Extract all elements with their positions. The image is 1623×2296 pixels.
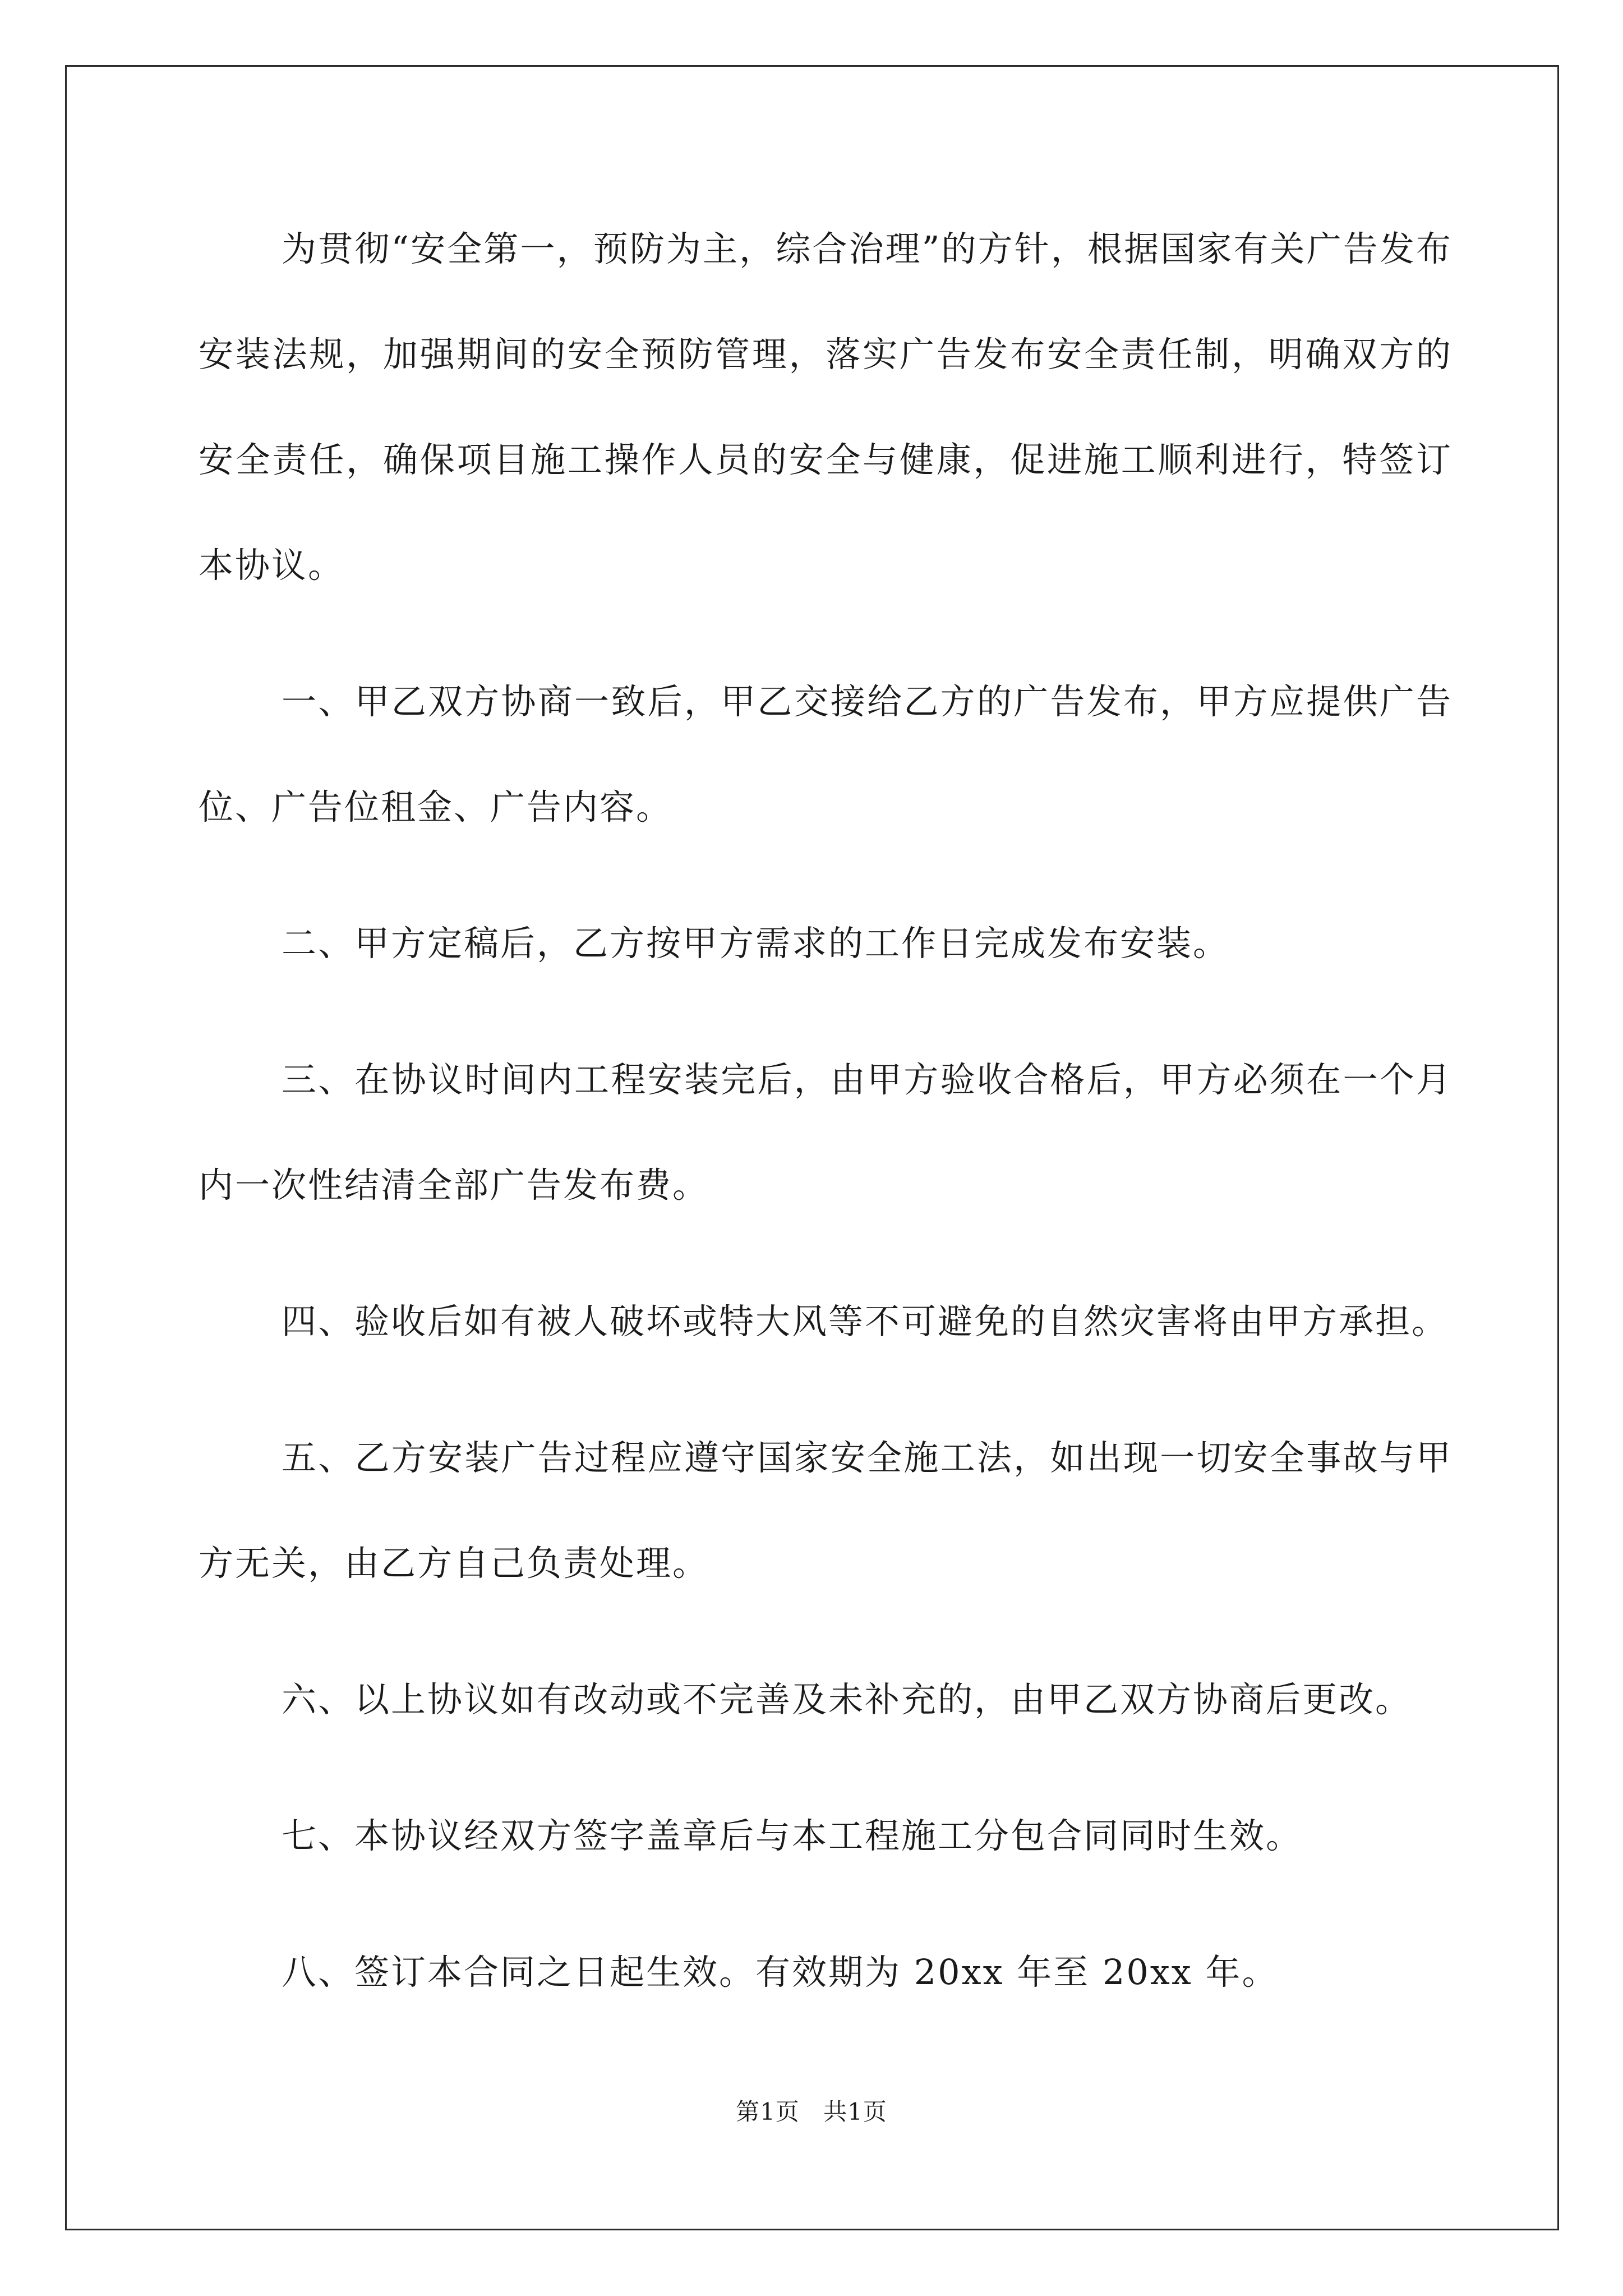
paragraph-clause-4: 四、验收后如有被人破坏或特大风等不可避免的自然灾害将由甲方承担。 <box>282 1301 1449 1342</box>
paragraph-preamble: 为贯彻“安全第一，预防为主，综合治理”的方针，根据国家有关广告发布安装法规，加强期间的安全预防管理，落实广告发布安全责任制，明确双方的安全责任，确保项目施工操作人员的安全与健康，促进施工顺利进行，特签订本协议。 <box>199 228 1453 586</box>
paragraph-clause-5: 五、乙方安装广告过程应遵守国家安全施工法，如出现一切安全事故与甲方无关，由乙方自己负责处理。 <box>199 1437 1453 1584</box>
page-number-total: 共1页 <box>823 2098 887 2125</box>
paragraph-clause-7: 七、本协议经双方签字盖章后与本工程施工分包合同同时生效。 <box>282 1815 1303 1856</box>
paragraph-clause-2: 二、甲方定稿后，乙方按甲方需求的工作日完成发布安装。 <box>282 923 1230 964</box>
page-number-current: 第1页 <box>736 2098 800 2125</box>
document-body <box>199 196 1453 2056</box>
page-footer <box>0 2093 1623 2127</box>
paragraph-clause-6: 六、以上协议如有改动或不完善及未补充的，由甲乙双方协商后更改。 <box>282 1679 1412 1720</box>
paragraph-clause-3: 三、在协议时间内工程安装完后，由甲方验收合格后，甲方必须在一个月内一次性结清全部广告发布费。 <box>199 1059 1453 1205</box>
paragraph-clause-8: 八、签订本合同之日起生效。有效期为 20xx 年至 20xx 年。 <box>282 1952 1279 1993</box>
paragraph-clause-1: 一、甲乙双方协商一致后，甲乙交接给乙方的广告发布，甲方应提供广告位、广告位租金、广告内容。 <box>199 681 1453 827</box>
